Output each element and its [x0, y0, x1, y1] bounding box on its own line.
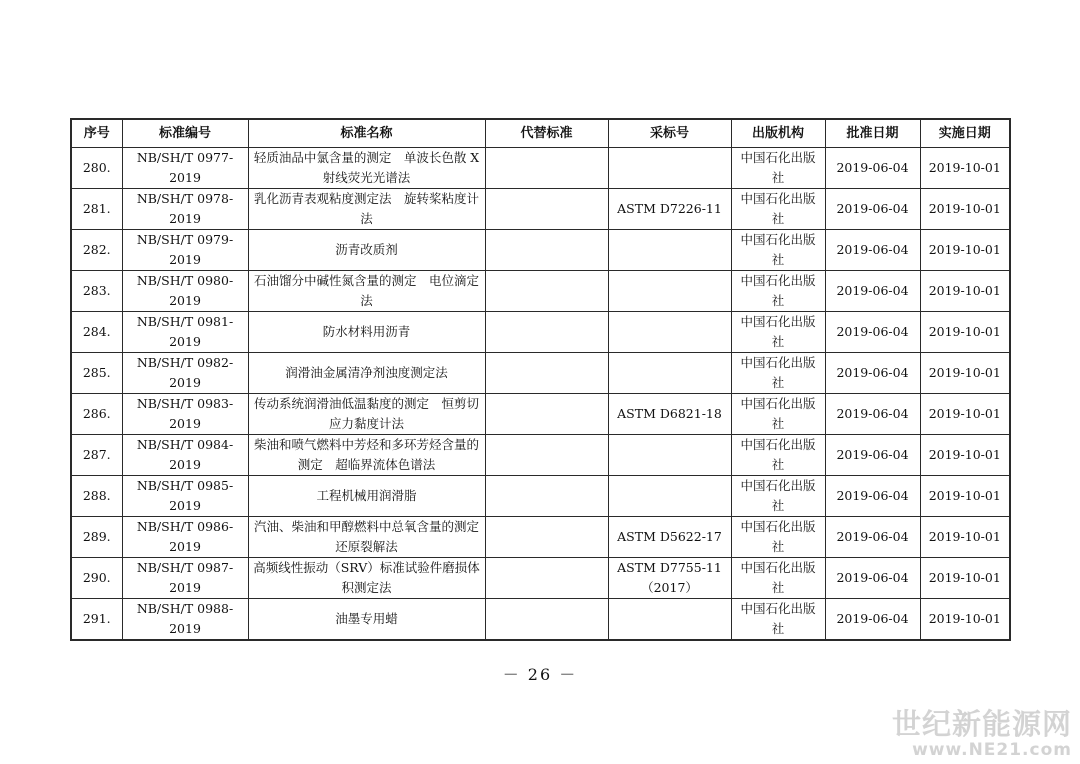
- cell-publisher: [731, 517, 825, 558]
- cell-serial-no: [71, 271, 122, 312]
- cell-standard-code-text: NB/SH/T 0981-2019: [136, 314, 234, 349]
- cell-effective-date-text: 2019-10-01: [928, 283, 1001, 298]
- cell-publisher-text: 中国石化出版社: [740, 396, 816, 431]
- cell-approval-date: [825, 435, 920, 476]
- cell-publisher-text: 中国石化出版社: [740, 314, 816, 349]
- cell-effective-date-text: 2019-10-01: [928, 160, 1001, 175]
- cell-standard-code: [122, 599, 248, 641]
- cell-adopted-standard-text: ASTM D7226-11: [617, 201, 722, 216]
- cell-serial-no: [71, 312, 122, 353]
- cell-effective-date-text: 2019-10-01: [928, 201, 1001, 216]
- cell-serial-no-text: 281.: [82, 201, 111, 216]
- cell-serial-no-text: 286.: [82, 406, 111, 421]
- cell-standard-name-text: 汽油、柴油和甲醇燃料中总氧含量的测定 还原裂解法: [253, 519, 492, 554]
- table-body: [71, 148, 1010, 641]
- cell-standard-code-text: NB/SH/T 0986-2019: [136, 519, 234, 554]
- cell-approval-date-text: 2019-06-04: [836, 201, 909, 216]
- cell-standard-name: [248, 476, 485, 517]
- cell-publisher: [731, 353, 825, 394]
- cell-effective-date-text: 2019-10-01: [928, 447, 1001, 462]
- page-number: － 26 －: [502, 665, 578, 684]
- cell-effective-date-text: 2019-10-01: [928, 242, 1001, 257]
- table-row: [71, 476, 1010, 517]
- cell-effective-date: [920, 435, 1010, 476]
- cell-replaced-standard: [485, 435, 608, 476]
- cell-replaced-standard: [485, 230, 608, 271]
- cell-standard-code: [122, 230, 248, 271]
- cell-approval-date: [825, 558, 920, 599]
- cell-approval-date-text: 2019-06-04: [836, 324, 909, 339]
- cell-publisher: [731, 558, 825, 599]
- cell-effective-date: [920, 353, 1010, 394]
- cell-adopted-standard-text: ASTM D7755-11（2017）: [617, 560, 722, 595]
- cell-replaced-standard: [485, 148, 608, 189]
- cell-publisher: [731, 148, 825, 189]
- cell-standard-name-text: 轻质油品中氯含量的测定 单波长色散 X 射线荧光光谱法: [253, 150, 480, 185]
- cell-approval-date: [825, 189, 920, 230]
- cell-approval-date-text: 2019-06-04: [836, 242, 909, 257]
- cell-effective-date-text: 2019-10-01: [928, 570, 1001, 585]
- cell-standard-code-text: NB/SH/T 0982-2019: [136, 355, 234, 390]
- table-row: [71, 230, 1010, 271]
- cell-standard-code-text: NB/SH/T 0978-2019: [136, 191, 234, 226]
- cell-effective-date: [920, 476, 1010, 517]
- cell-adopted-standard: [608, 148, 731, 189]
- cell-serial-no: [71, 148, 122, 189]
- cell-publisher-text: 中国石化出版社: [740, 601, 816, 636]
- cell-serial-no-text: 289.: [82, 529, 111, 544]
- cell-approval-date-text: 2019-06-04: [836, 570, 909, 585]
- table-header-row: [71, 119, 1010, 148]
- cell-approval-date: [825, 230, 920, 271]
- cell-serial-no-text: 290.: [82, 570, 111, 585]
- cell-standard-name-text: 柴油和喷气燃料中芳烃和多环芳烃含量的测定 超临界流体色谱法: [253, 437, 479, 472]
- cell-standard-code: [122, 476, 248, 517]
- cell-adopted-standard-text: ASTM D6821-18: [617, 406, 722, 421]
- cell-replaced-standard: [485, 517, 608, 558]
- cell-effective-date: [920, 230, 1010, 271]
- cell-standard-name: [248, 517, 492, 558]
- cell-adopted-standard: [608, 599, 731, 641]
- cell-serial-no-text: 287.: [82, 447, 111, 462]
- cell-standard-code: [122, 312, 248, 353]
- cell-serial-no: [71, 599, 122, 641]
- cell-approval-date-text: 2019-06-04: [836, 447, 909, 462]
- cell-standard-name-text: 乳化沥青表观粘度测定法 旋转桨粘度计法: [253, 191, 479, 226]
- cell-adopted-standard: [608, 558, 731, 599]
- cell-effective-date: [920, 394, 1010, 435]
- cell-publisher: [731, 312, 825, 353]
- cell-serial-no: [71, 189, 122, 230]
- cell-standard-code: [122, 517, 248, 558]
- cell-standard-name: [248, 271, 485, 312]
- cell-replaced-standard: [485, 189, 608, 230]
- cell-serial-no-text: 283.: [82, 283, 111, 298]
- header-publisher: 出版机构: [731, 119, 825, 148]
- cell-publisher-text: 中国石化出版社: [740, 355, 816, 390]
- cell-approval-date-text: 2019-06-04: [836, 365, 909, 380]
- cell-standard-name: [248, 353, 485, 394]
- cell-standard-code: [122, 435, 248, 476]
- cell-replaced-standard: [485, 353, 608, 394]
- cell-serial-no-text: 284.: [82, 324, 111, 339]
- cell-adopted-standard: [608, 394, 731, 435]
- cell-effective-date: [920, 148, 1010, 189]
- cell-adopted-standard: [608, 271, 731, 312]
- cell-effective-date-text: 2019-10-01: [928, 406, 1001, 421]
- cell-approval-date: [825, 312, 920, 353]
- cell-standard-code-text: NB/SH/T 0980-2019: [136, 273, 234, 308]
- cell-effective-date: [920, 517, 1010, 558]
- cell-serial-no: [71, 558, 122, 599]
- cell-adopted-standard-text: ASTM D5622-17: [617, 529, 722, 544]
- cell-effective-date: [920, 271, 1010, 312]
- cell-standard-code-text: NB/SH/T 0984-2019: [136, 437, 234, 472]
- table-row: [71, 271, 1010, 312]
- cell-effective-date-text: 2019-10-01: [928, 365, 1001, 380]
- header-standard-name: 标准名称: [248, 119, 485, 148]
- cell-publisher-text: 中国石化出版社: [740, 560, 816, 595]
- cell-replaced-standard: [485, 558, 608, 599]
- cell-approval-date-text: 2019-06-04: [836, 529, 909, 544]
- site-watermark: [892, 708, 1072, 760]
- cell-serial-no: [71, 476, 122, 517]
- cell-replaced-standard: [485, 599, 608, 641]
- cell-standard-name-text: 油墨专用蜡: [335, 611, 398, 626]
- cell-serial-no: [71, 517, 122, 558]
- header-standard-code: 标准编号: [122, 119, 248, 148]
- cell-standard-name-text: 润滑油金属清净剂浊度测定法: [285, 365, 448, 380]
- cell-replaced-standard: [485, 394, 608, 435]
- cell-publisher-text: 中国石化出版社: [740, 150, 816, 185]
- watermark-site-url: www.NE21.com: [912, 740, 1072, 760]
- cell-replaced-standard: [485, 312, 608, 353]
- cell-standard-code-text: NB/SH/T 0985-2019: [136, 478, 234, 513]
- cell-approval-date: [825, 271, 920, 312]
- table-row: [71, 599, 1010, 641]
- cell-standard-code-text: NB/SH/T 0977-2019: [136, 150, 234, 185]
- cell-standard-name: [248, 148, 485, 189]
- cell-publisher-text: 中国石化出版社: [740, 519, 816, 554]
- cell-standard-code-text: NB/SH/T 0979-2019: [136, 232, 234, 267]
- cell-standard-code: [122, 394, 248, 435]
- cell-effective-date-text: 2019-10-01: [928, 611, 1001, 626]
- cell-publisher: [731, 271, 825, 312]
- cell-standard-name: [248, 435, 485, 476]
- cell-publisher: [731, 476, 825, 517]
- cell-standard-name-text: 高频线性振动（SRV）标准试验件磨损体积测定法: [253, 560, 480, 595]
- cell-standard-code: [122, 189, 248, 230]
- cell-effective-date: [920, 599, 1010, 641]
- cell-adopted-standard: [608, 230, 731, 271]
- cell-publisher-text: 中国石化出版社: [740, 478, 816, 513]
- table-row: [71, 517, 1010, 558]
- cell-standard-name: [248, 230, 485, 271]
- cell-publisher: [731, 230, 825, 271]
- cell-approval-date: [825, 353, 920, 394]
- cell-standard-name: [248, 599, 485, 641]
- cell-publisher: [731, 599, 825, 641]
- cell-serial-no: [71, 435, 122, 476]
- cell-adopted-standard: [608, 353, 731, 394]
- header-effective-date: 实施日期: [920, 119, 1010, 148]
- cell-standard-code-text: NB/SH/T 0988-2019: [136, 601, 234, 636]
- cell-approval-date-text: 2019-06-04: [836, 406, 909, 421]
- cell-standard-name-text: 工程机械用润滑脂: [316, 488, 417, 503]
- cell-publisher-text: 中国石化出版社: [740, 273, 816, 308]
- cell-serial-no: [71, 394, 122, 435]
- cell-standard-name: [248, 312, 485, 353]
- header-adopted-standard: 采标号: [608, 119, 731, 148]
- cell-serial-no-text: 288.: [82, 488, 111, 503]
- header-approval-date: 批准日期: [825, 119, 920, 148]
- cell-effective-date-text: 2019-10-01: [928, 488, 1001, 503]
- cell-adopted-standard: [608, 312, 731, 353]
- cell-standard-name-text: 沥青改质剂: [335, 242, 398, 257]
- cell-approval-date: [825, 517, 920, 558]
- cell-replaced-standard: [485, 271, 608, 312]
- cell-standard-code: [122, 558, 248, 599]
- cell-standard-code: [122, 148, 248, 189]
- standards-table: [70, 118, 1011, 641]
- cell-serial-no-text: 291.: [82, 611, 111, 626]
- cell-effective-date: [920, 558, 1010, 599]
- cell-approval-date-text: 2019-06-04: [836, 611, 909, 626]
- cell-standard-name: [248, 189, 485, 230]
- cell-standard-name: [248, 558, 485, 599]
- cell-adopted-standard: [608, 517, 731, 558]
- cell-effective-date-text: 2019-10-01: [928, 324, 1001, 339]
- cell-approval-date-text: 2019-06-04: [836, 283, 909, 298]
- table-row: [71, 558, 1010, 599]
- watermark-site-name: 世纪新能源网: [891, 707, 1072, 741]
- cell-replaced-standard: [485, 476, 608, 517]
- cell-adopted-standard: [608, 189, 731, 230]
- cell-standard-code-text: NB/SH/T 0983-2019: [136, 396, 234, 431]
- cell-standard-code-text: NB/SH/T 0987-2019: [136, 560, 234, 595]
- cell-approval-date: [825, 394, 920, 435]
- cell-effective-date: [920, 189, 1010, 230]
- table-row: [71, 435, 1010, 476]
- table-row: [71, 148, 1010, 189]
- cell-standard-name-text: 传动系统润滑油低温黏度的测定 恒剪切应力黏度计法: [253, 396, 479, 431]
- cell-approval-date: [825, 476, 920, 517]
- cell-adopted-standard: [608, 476, 731, 517]
- cell-publisher-text: 中国石化出版社: [740, 437, 816, 472]
- table-row: [71, 394, 1010, 435]
- cell-standard-name: [248, 394, 485, 435]
- cell-approval-date: [825, 148, 920, 189]
- cell-serial-no-text: 280.: [82, 160, 111, 175]
- cell-approval-date-text: 2019-06-04: [836, 160, 909, 175]
- header-replaced-standard: 代替标准: [485, 119, 608, 148]
- cell-publisher-text: 中国石化出版社: [740, 191, 816, 226]
- table-row: [71, 189, 1010, 230]
- cell-approval-date-text: 2019-06-04: [836, 488, 909, 503]
- cell-serial-no-text: 285.: [82, 365, 111, 380]
- cell-standard-name-text: 防水材料用沥青: [322, 324, 411, 339]
- cell-standard-name-text: 石油馏分中碱性氮含量的测定 电位滴定法: [253, 273, 479, 308]
- cell-serial-no: [71, 353, 122, 394]
- table-row: [71, 353, 1010, 394]
- cell-effective-date: [920, 312, 1010, 353]
- cell-standard-code: [122, 353, 248, 394]
- cell-publisher: [731, 435, 825, 476]
- cell-publisher-text: 中国石化出版社: [740, 232, 816, 267]
- cell-serial-no: [71, 230, 122, 271]
- cell-standard-code: [122, 271, 248, 312]
- cell-serial-no-text: 282.: [82, 242, 111, 257]
- cell-adopted-standard: [608, 435, 731, 476]
- cell-publisher: [731, 189, 825, 230]
- cell-approval-date: [825, 599, 920, 641]
- cell-publisher: [731, 394, 825, 435]
- cell-effective-date-text: 2019-10-01: [928, 529, 1001, 544]
- header-serial-no: 序号: [71, 119, 122, 148]
- table-row: [71, 312, 1010, 353]
